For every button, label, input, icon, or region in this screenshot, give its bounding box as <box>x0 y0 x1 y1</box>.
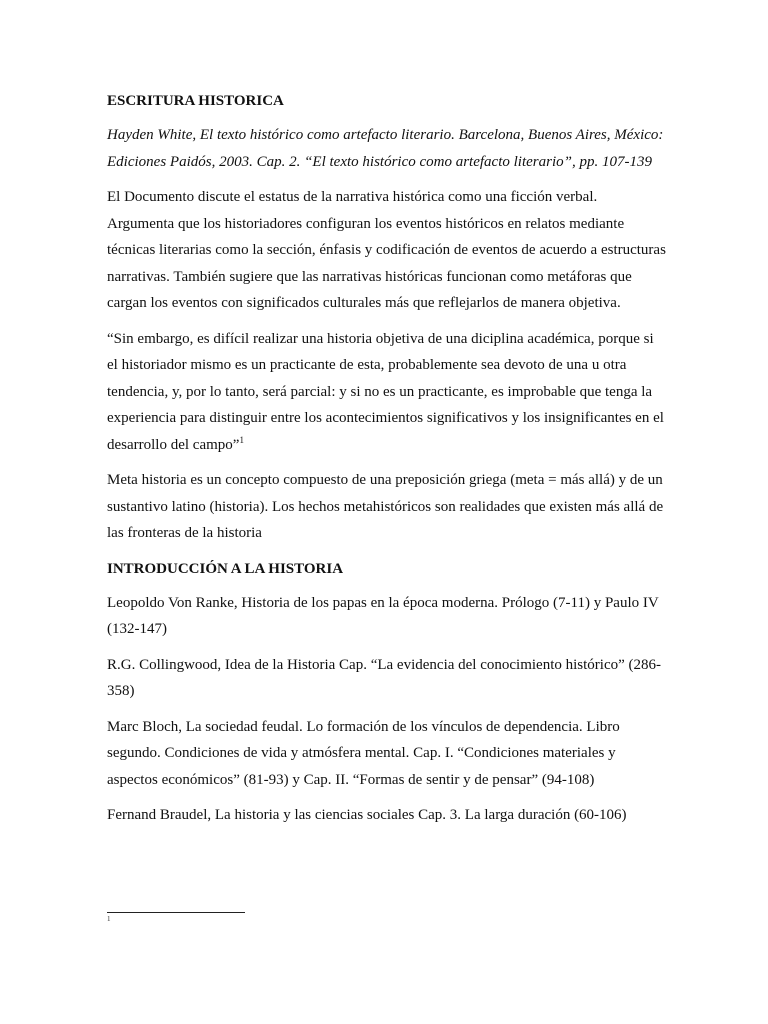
footnote-number: 1 <box>107 915 111 923</box>
section-heading-introduccion: INTRODUCCIÓN A LA HISTORIA <box>107 560 344 577</box>
summary-paragraph: El Documento discute el estatus de la narrativa histórica como una ficción verbal. Argumenta que los historiadores configuran los eventos históricos en relatos mediante técnicas literarias como la sección, énfasis y codificación de eventos de acuerdo a estructuras narrativas. También sugiere que las narrativas históricas funcionan como metáforas que cargan los eventos con significados culturales más que reflejarlos de manera objetiva. <box>107 189 666 311</box>
reference-item: Leopoldo Von Ranke, Historia de los papas en la época moderna. Prólogo (7-11) y Paulo IV (132-147) <box>107 594 659 637</box>
quote-text: “Sin embargo, es difícil realizar una historia objetiva de una diciplina académica, porque si el historiador mismo es un practicante de esta, probablemente sea devoto de una u otra tendencia, y, por lo tanto, será parcial: y si no es un practicante, es improbable que tenga la experiencia para distinguir entre los acontecimientos significativos y los insignificantes en el desarrollo del campo” <box>107 330 664 453</box>
reference-item: Fernand Braudel, La historia y las ciencias sociales Cap. 3. La larga duración (60-106) <box>107 807 627 823</box>
document-body <box>107 88 667 838</box>
reference-item: R.G. Collingwood, Idea de la Historia Cap. “La evidencia del conocimiento histórico” (286-358) <box>107 656 662 699</box>
reference-item: Marc Bloch, La sociedad feudal. Lo formación de los vínculos de dependencia. Libro segundo. Condiciones de vida y atmósfera mental. Cap. I. “Condiciones materiales y aspectos económicos” (81-93) y Cap. II. “Formas de sentir y de pensar” (94-108) <box>107 718 620 788</box>
footnote-separator <box>107 912 245 913</box>
section-heading-escritura-historica: ESCRITURA HISTORICA <box>107 93 284 109</box>
metahistory-definition-paragraph: Meta historia es un concepto compuesto de una preposición griega (meta = más allá) y de un sustantivo latino (historia). Los hechos metahistóricos son realidades que existen más allá de las fronteras de la historia <box>107 472 664 541</box>
citation-hayden-white: Hayden White, El texto histórico como artefacto literario. Barcelona, Buenos Aires, México: Ediciones Paidós, 2003. Cap. 2. “El texto histórico como artefacto literario”, pp. 107-139 <box>107 127 664 170</box>
footnote-reference[interactable]: 1 <box>239 434 244 445</box>
quote-paragraph <box>107 326 667 459</box>
